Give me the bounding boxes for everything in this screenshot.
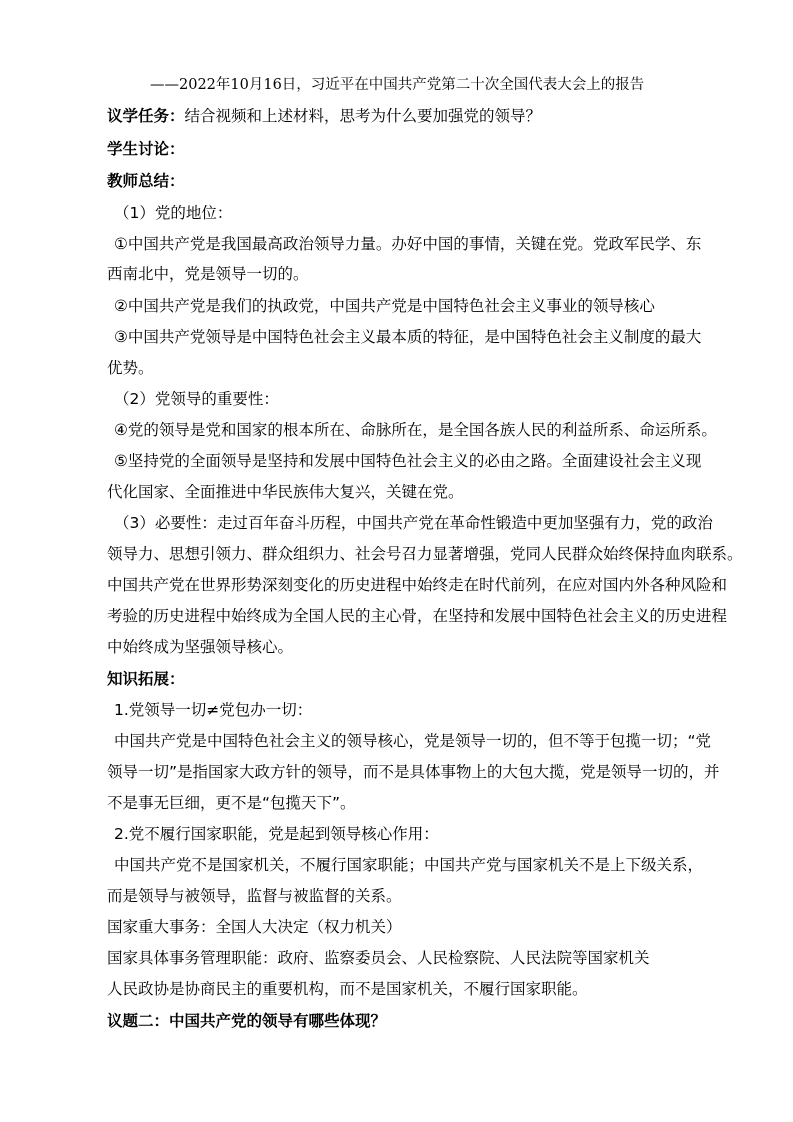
discussion-heading: 学生讨论： bbox=[107, 140, 185, 158]
extension-2-line-1: 中国共产党不是国家机关，不履行国家职能；中国共产党与国家机关不是上下级关系， bbox=[114, 856, 704, 874]
necessity-line-2: 领导力、思想引领力、群众组织力、社会号召力显著增强，党同人民群众始终保持血肉联系。 bbox=[107, 545, 743, 563]
status-point-3-line-1: ③中国共产党领导是中国特色社会主义最本质的特征，是中国特色社会主义制度的最大 bbox=[114, 328, 702, 346]
importance-heading: （2）党领导的重要性： bbox=[114, 390, 279, 408]
status-point-1-line-1: ①中国共产党是我国最高政治领导力量。办好中国的事情，关键在党。党政军民学、东 bbox=[114, 235, 702, 253]
extension-2-line-2: 而是领导与被领导，监督与被监督的关系。 bbox=[107, 887, 402, 905]
importance-point-5-line-2: 代化国家、全面推进中华民族伟大复兴，关键在党。 bbox=[107, 483, 464, 501]
summary-heading: 教师总结： bbox=[107, 172, 185, 190]
topic-2-heading: 议题二：中国共产党的领导有哪些体现？ bbox=[107, 1012, 387, 1030]
status-point-2: ②中国共产党是我们的执政党，中国共产党是中国特色社会主义事业的领导核心 bbox=[114, 297, 655, 315]
necessity-line-4: 考验的历史进程中始终成为全国人民的主心骨，在坚持和发展中国特色社会主义的历史进程 bbox=[107, 607, 728, 625]
extension-1-line-2: 领导一切”是指国家大政方针的领导，而不是具体事物上的大包大揽，党是领导一切的，并 bbox=[107, 763, 720, 781]
status-point-3-line-2: 优势。 bbox=[107, 359, 154, 377]
extension-2-heading: 2.党不履行国家职能，党是起到领导核心作用： bbox=[114, 825, 439, 843]
extension-2-line-3: 国家重大事务：全国人大决定（权力机关） bbox=[107, 918, 402, 936]
importance-point-4: ④党的领导是党和国家的根本所在、命脉所在，是全国各族人民的利益所系、命运所系。 bbox=[114, 421, 717, 439]
extension-1-heading: 1.党领导一切≠党包办一切： bbox=[114, 701, 313, 719]
extension-1-line-1: 中国共产党是中国特色社会主义的领导核心，党是领导一切的，但不等于包揽一切；“党 bbox=[114, 732, 712, 750]
necessity-line-3: 中国共产党在世界形势深刻变化的历史进程中始终走在时代前列，在应对国内外各种风险和 bbox=[107, 576, 728, 594]
importance-point-5-line-1: ⑤坚持党的全面领导是坚持和发展中国特色社会主义的必由之路。全面建设社会主义现 bbox=[114, 452, 702, 470]
status-heading: （1）党的地位： bbox=[114, 204, 233, 222]
source-attribution: ——2022年10月16日，习近平在中国共产党第二十次全国代表大会上的报告 bbox=[150, 77, 645, 93]
task-label: 议学任务： bbox=[107, 107, 185, 125]
status-point-1-line-2: 西南北中，党是领导一切的。 bbox=[107, 265, 309, 283]
task-text: 结合视频和上述材料，思考为什么要加强党的领导？ bbox=[184, 107, 542, 125]
necessity-line-1: （3）必要性：走过百年奋斗历程，中国共产党在革命性锻造中更加坚强有力，党的政治 bbox=[114, 514, 713, 532]
extension-heading: 知识拓展： bbox=[107, 670, 185, 688]
extension-1-line-3: 不是事无巨细，更不是“包揽天下”。 bbox=[107, 794, 356, 812]
necessity-line-5: 中始终成为坚强领导核心。 bbox=[107, 638, 294, 656]
task-paragraph bbox=[107, 106, 723, 126]
extension-2-line-4: 国家具体事务管理职能：政府、监察委员会、人民检察院、人民法院等国家机关 bbox=[107, 949, 650, 967]
extension-2-line-5: 人民政协是协商民主的重要机构，而不是国家机关，不履行国家职能。 bbox=[107, 980, 588, 998]
